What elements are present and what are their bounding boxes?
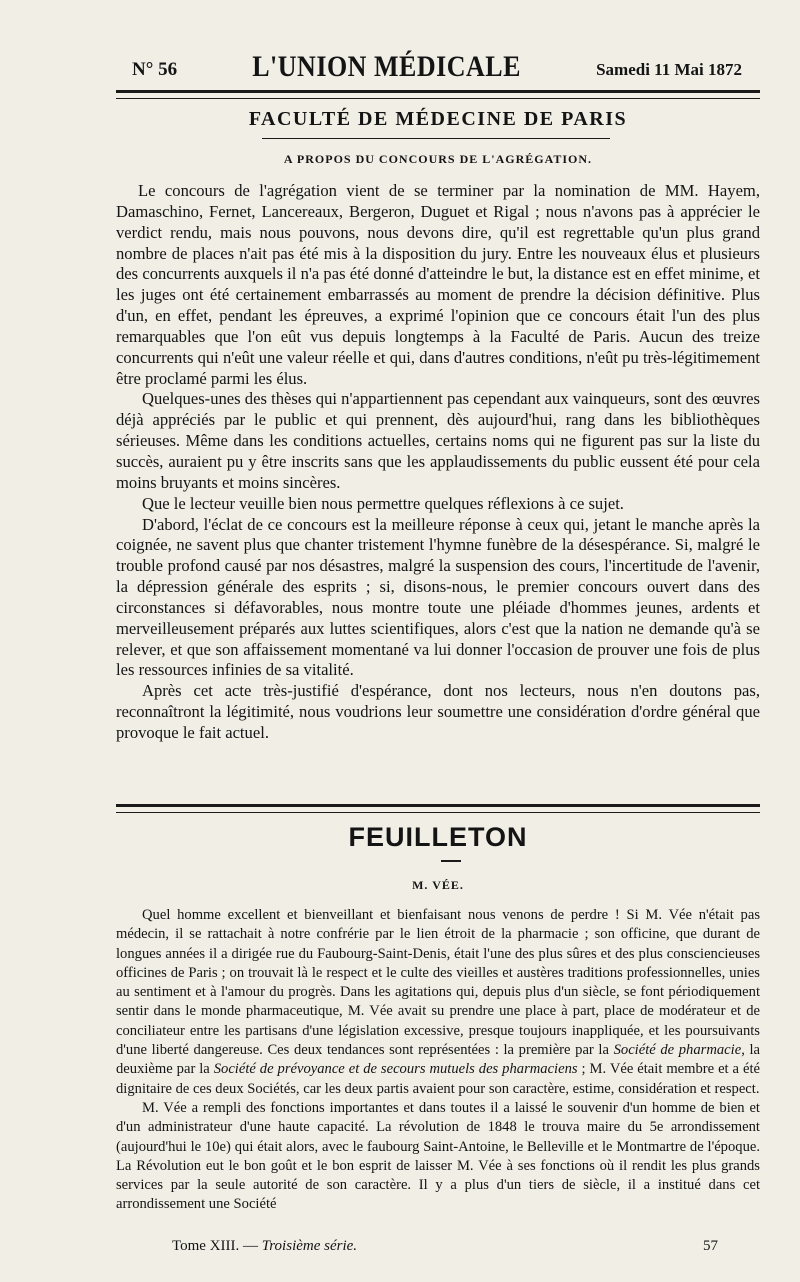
tome: Tome XIII. — [172,1238,259,1254]
feuilleton-title: FEUILLETON [348,822,528,852]
issue-number: N° 56 [132,59,178,80]
feuilleton-paragraph: M. Vée a rempli des fonctions importantes et dans toutes il a laissé le souvenir d'un homme de bien et d'un administrateur d'une haute capacité. La révolution de 1848 le trouva maire du 5e arrondissement (aujourd'hui le 10e) qui était alors, avec le faubourg Saint-Antoine, le Belleville et le Montmartre de l'époque. La Révolution eut le bon goût et le bon esprit de laisser M. Vée à ses fonctions où il rendit les plus grands services par la seule autorité de son caractère. Il y a plus d'un tiers de siècle, il a institué dans cet arrondissement une Société [116,1099,760,1213]
issue-date: Samedi 11 Mai 1872 [596,60,742,79]
journal-title: L'UNION MÉDICALE [252,49,521,84]
article-subtitle: A PROPOS DU CONCOURS DE L'AGRÉGATION. [283,152,593,166]
header-rule [116,90,760,99]
title-underline [262,138,610,139]
running-head [132,49,742,86]
text-run: ; M. Vée était membre et a été dignitaire de ces deux Sociétés, car les deux partis avaient pour son caractère, estime, considération et respect. [116,1061,760,1097]
article-paragraph: Que le lecteur veuille bien nous permettre quelques réflexions à ce sujet. [142,493,624,513]
divider [441,860,461,862]
article-paragraph: D'abord, l'éclat de ce concours est la meilleure réponse à ceux qui, jetant le manche après la coignée, ne savent plus que chanter tristement l'hymne funèbre de la désespérance. Si, malgré le trouble profond causé par nos désastres, malgré la suspension des cours, l'incertitude de l'avenir, la dépression générale des esprits ; si, disons-nous, le premier concours ouvert dans des circonstances si défavorables, nous montre toute une pléiade d'hommes jeunes, ardents et merveilleusement préparés aux luttes scientifiques, alors c'est que la nation ne demande qu'à se relever, et que son affaissement momentané va lui donner l'occasion de prouver une fois de plus les ressources infinies de sa vitalité. [116,514,760,680]
feuilleton-paragraph [116,906,760,1099]
page-number: 57 [703,1238,718,1254]
article-paragraph: Quelques-unes des thèses qui n'appartiennent pas cependant aux vainqueurs, sont des œuvres déjà appréciés par le public et qui prennent, dès aujourd'hui, rang dans les bibliothèques sérieuses. Même dans les conditions actuelles, certains noms qui ne figurent pas sur la liste du succès, auraient pu y être inscrits sans que les applaudissements du public eussent été pour cela moins bruyants et moins sincères. [116,389,760,492]
article-paragraph: Le concours de l'agrégation vient de se terminer par la nomination de MM. Hayem, Damaschino, Fernet, Lancereaux, Bergeron, Duguet et Rigal ; nous n'avons pas à apprécier le verdict rendu, mais nous pouvons, nous devons dire, qu'il est regrettable qu'un plus grand nombre de places n'ait pas été mis à la disposition du jury. Entre les nouveaux élus et plusieurs des concurrents auxquels il n'a pas été donné d'atteindre le but, la distance est en effet minime, et les juges ont été certainement embarrassés au moment de prendre la décision définitive. Plus d'un, en effet, pendant les épreuves, a exprimé l'opinion que ce concours était l'un des plus remarquables que l'on eût vus depuis longtemps à la Faculté de Paris. Aucun des treize concurrents qui n'eût une valeur réelle et qui, dans d'autres conditions, n'eût pu très-légitimement être proclamé parmi les élus. [116,181,760,388]
society-name: Société de pharmacie [613,1042,742,1059]
society-name: Société de prévoyance et de secours mutuels des pharmaciens [213,1061,578,1078]
text-run: Quel homme excellent et bienveillant et bienfaisant nous venons de perdre ! Si M. Vée n'était pas médecin, il se rattachait à notre confrérie par le lien étroit de la pharmacie ; son officine, que durant de longues années il a dirigée rue du Faubourg-Saint-Denis, était l'une des plus sûres et des plus consciencieuses officines de Paris ; on trouvait là le respect et le culte des vieilles et austères traditions professionnelles, unies au sentiment et à l'amour du progrès. Dans les agitations qui, depuis plus d'un siècle, se font périodiquement sentir dans le monde pharmaceutique, M. Vée avait su prendre une place à part, place de modérateur et de conciliateur entre les partisans d'une législation excessive, presque toujours inappliquée, et les poursuivants d'une liberté dangereuse. Ces deux tendances sont représentées : la première par la [116,907,760,1059]
page-footer [172,1238,718,1255]
feuilleton-subtitle: M. VÉE. [412,878,464,892]
text-run: , la deuxième par la [116,1042,760,1078]
volume-info [172,1238,357,1255]
section-title: FACULTÉ DE MÉDECINE DE PARIS [248,108,628,130]
series: Troisième série. [261,1238,358,1254]
feuilleton-body [116,906,760,1215]
article-body [116,181,760,744]
article-paragraph: Après cet acte très-justifié d'espérance, dont nos lecteurs, nous n'en doutons pas, reconnaîtront la légitimité, nous voudrions leur soumettre une considération d'ordre général que provoque le fait actuel. [116,681,760,742]
feuilleton-rule [116,804,760,813]
